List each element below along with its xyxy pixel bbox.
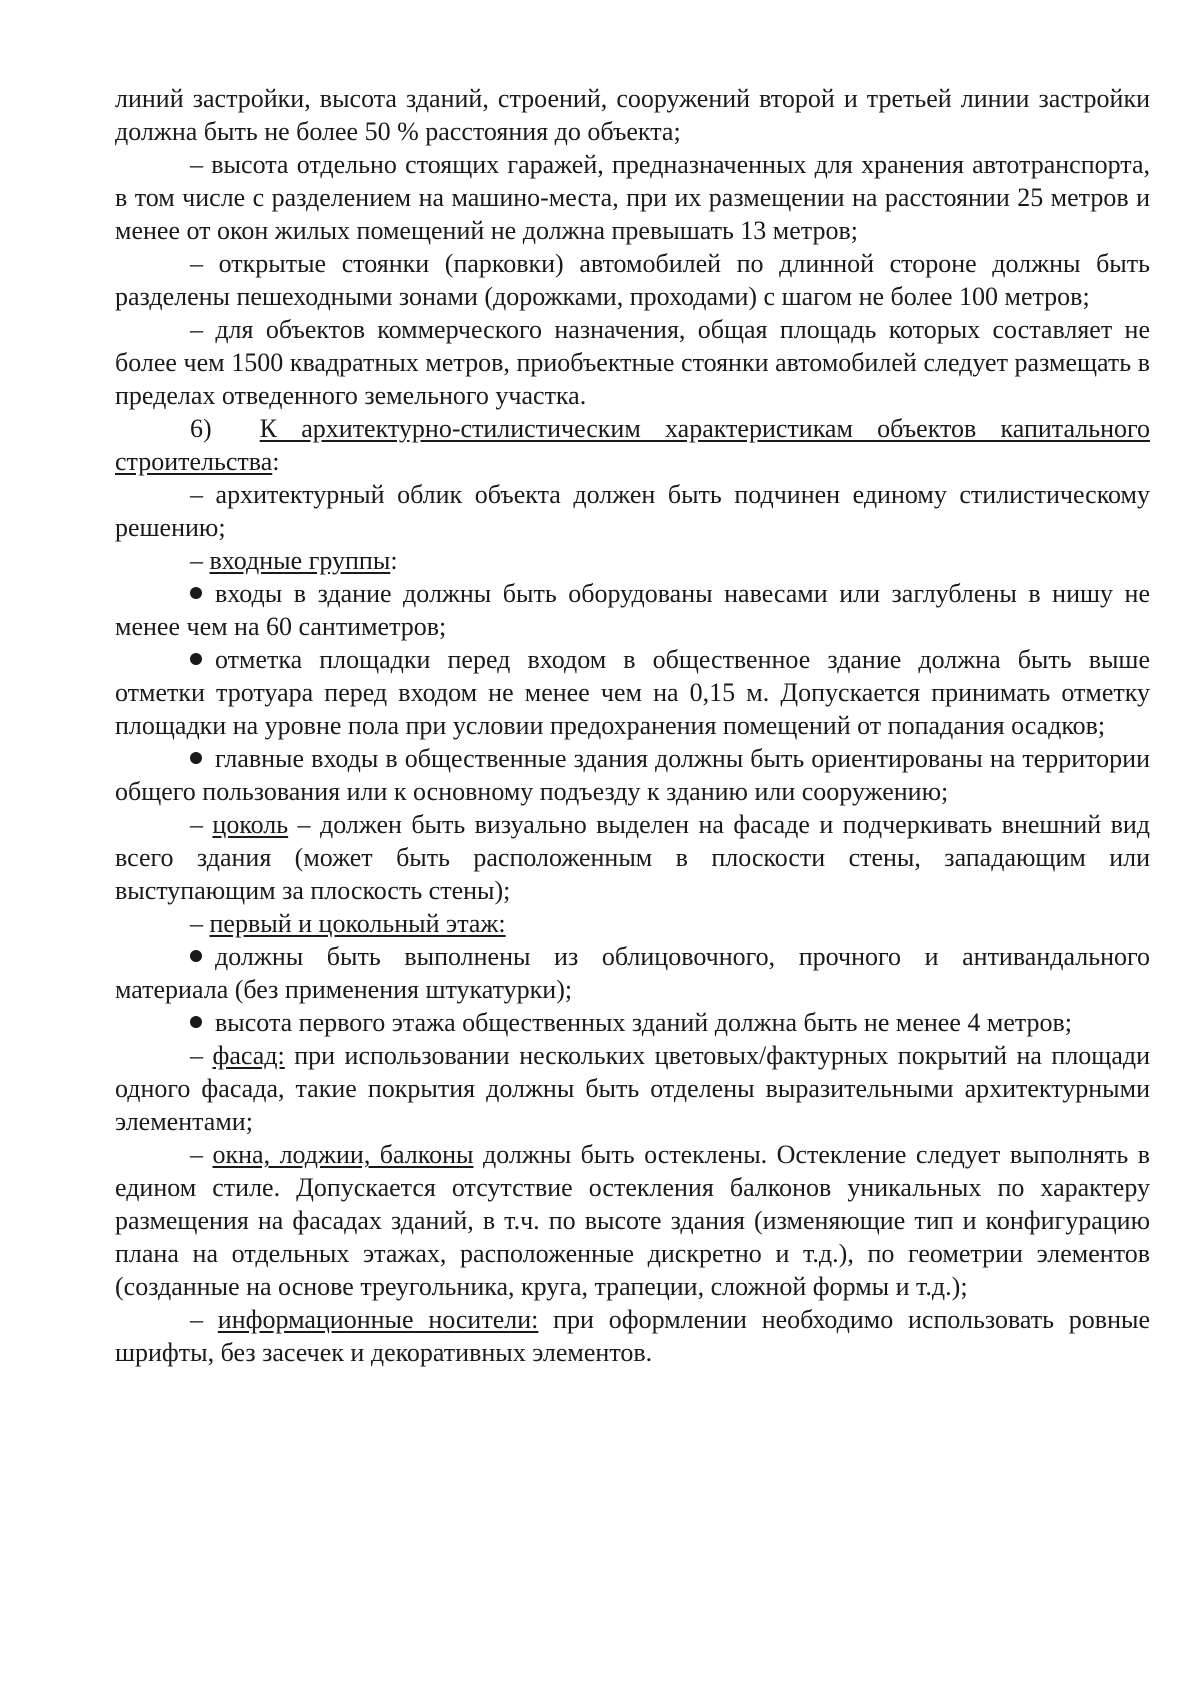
- section-heading: К архитектурно-стилистическим характеристикам объектов капитального строительства: [115, 414, 1150, 476]
- paragraph-open-parking: – открытые стоянки (парковки) автомобилей по длинной стороне должны быть разделены пешеходными зонами (дорожками, проходами) с шагом не более 100 метров;: [115, 249, 1150, 311]
- dash: –: [190, 1041, 213, 1070]
- paragraph-information-carriers: [115, 1303, 1150, 1369]
- windows-label: окна, лоджии, балконы: [212, 1140, 474, 1169]
- bullet-entrances-canopies: [115, 577, 1150, 643]
- entrance-groups-label: входные группы: [209, 546, 391, 575]
- windows-text: должны быть остеклены. Остекление следует выполнять в едином стиле. Допускается отсутствие остекления балконов уникальных по характеру размещения на фасадах зданий, в т.ч. по высоте здания (изменяющие тип и конфигурацию плана на отдельных этажах, расположенные дискретно и т.д.), по геометрии элементов (созданные на основе треугольника, круга, трапеции, сложной формы и т.д.);: [115, 1140, 1151, 1301]
- bullet-entrance-platform: [115, 643, 1150, 742]
- colon: :: [390, 546, 398, 575]
- paragraph-garage-height: – высота отдельно стоящих гаражей, предназначенных для хранения автотранспорта, в том числе с разделением на машино-места, при их размещении на расстоянии 25 метров и менее от окон жилых помещений не должна превышать 13 метров;: [115, 150, 1150, 245]
- paragraph-building-lines: линий застройки, высота зданий, строений, сооружений второй и третьей линии застройки должна быть не более 50 % расстояния до объекта;: [115, 84, 1150, 146]
- paragraph-section-6: [115, 412, 1150, 478]
- plinth-text: – должен быть визуально выделен на фасаде и подчеркивать внешний вид всего здания (может быть расположенным в плоскости стены, западающим или выступающим за плоскость стены);: [115, 810, 1151, 905]
- bullet-icon: [190, 653, 202, 665]
- section-heading-colon: :: [272, 447, 280, 476]
- bullet-text: должны быть выполнены из облицовочного, прочного и антивандального материала (без применения штукатурки);: [115, 942, 1150, 1004]
- bullet-icon: [190, 752, 202, 764]
- facade-label: фасад:: [212, 1041, 285, 1070]
- facade-text: при использовании нескольких цветовых/фактурных покрытий на площади одного фасада, такие покрытия должны быть отделены выразительными архитектурными элементами;: [115, 1041, 1151, 1136]
- bullet-icon: [190, 587, 202, 599]
- dash: –: [190, 810, 213, 839]
- bullet-first-floor-height: [115, 1006, 1150, 1039]
- first-floor-label: первый и цокольный этаж:: [209, 909, 506, 938]
- dash: –: [190, 546, 210, 575]
- plinth-label: цоколь: [212, 810, 289, 839]
- bullet-text: главные входы в общественные здания должны быть ориентированы на территории общего пользования или к основному подъезду к зданию или сооружению;: [115, 744, 1150, 806]
- document-page: [115, 82, 1150, 1369]
- section-number: 6): [190, 414, 212, 443]
- paragraph-windows-balconies: [115, 1138, 1150, 1303]
- info-carriers-label: информационные носители:: [217, 1305, 539, 1334]
- paragraph-commercial-parking: – для объектов коммерческого назначения, общая площадь которых составляет не более чем 1500 квадратных метров, приобъектные стоянки автомобилей следует размещать в пределах отведенного земельного участка.: [115, 315, 1150, 410]
- paragraph-entrance-groups: [115, 544, 1150, 577]
- dash: –: [190, 1305, 218, 1334]
- bullet-text: входы в здание должны быть оборудованы навесами или заглублены в нишу не менее чем на 60 сантиметров;: [115, 579, 1150, 641]
- bullet-cladding: [115, 940, 1150, 1006]
- paragraph-facade: [115, 1039, 1150, 1138]
- paragraph-first-floor: [115, 907, 1150, 940]
- info-carriers-text: при оформлении необходимо использовать ровные шрифты, без засечек и декоративных элементов.: [115, 1305, 1150, 1367]
- dash: –: [190, 909, 210, 938]
- bullet-text: отметка площадки перед входом в общественное здание должна быть выше отметки тротуара перед входом не менее чем на 0,15 м. Допускается принимать отметку площадки на уровне пола при условии предохранения помещений от попадания осадков;: [115, 645, 1150, 740]
- paragraph-plinth: [115, 808, 1150, 907]
- bullet-icon: [190, 950, 202, 962]
- bullet-text: высота первого этажа общественных зданий должна быть не менее 4 метров;: [215, 1008, 1073, 1037]
- bullet-icon: [190, 1016, 202, 1028]
- paragraph-architectural-look: – архитектурный облик объекта должен быть подчинен единому стилистическому решению;: [115, 480, 1150, 542]
- dash: –: [190, 1140, 213, 1169]
- bullet-main-entrances: [115, 742, 1150, 808]
